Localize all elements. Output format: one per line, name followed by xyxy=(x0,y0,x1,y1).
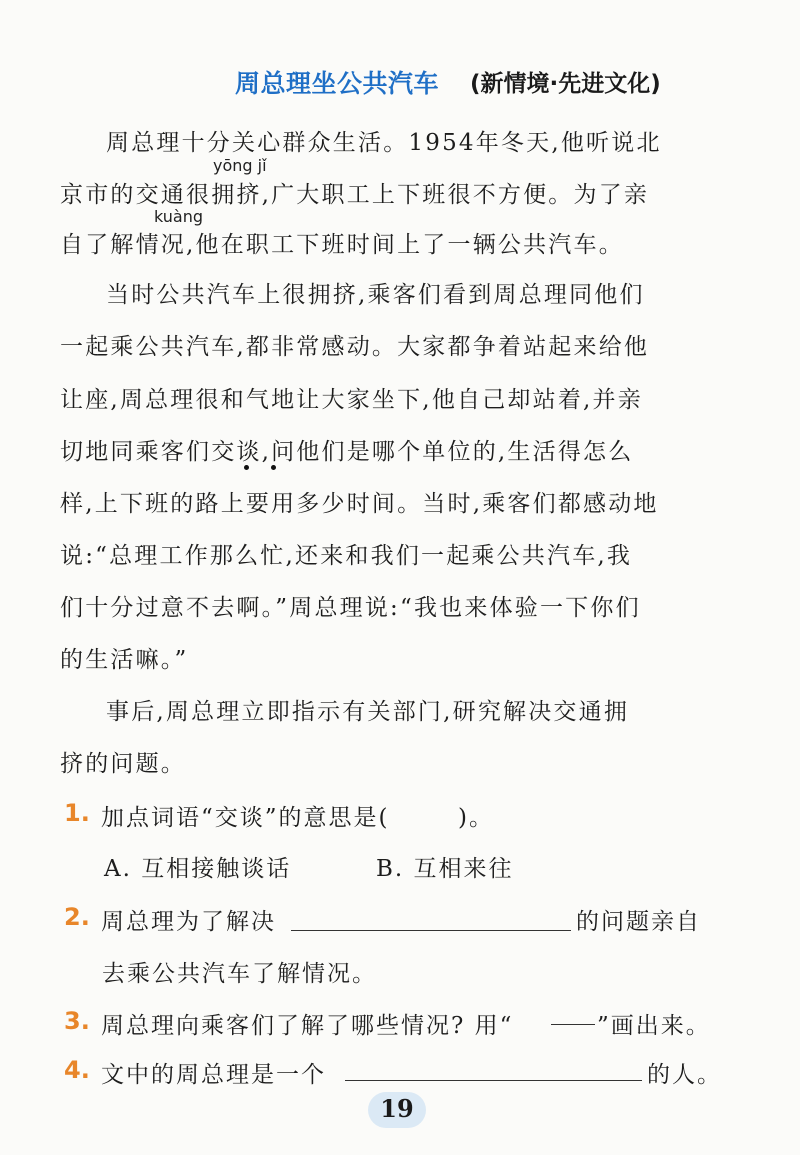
passage-line-13: 挤的问题。 xyxy=(60,751,186,777)
passage-line-8: 样,上下班的路上要用多少时间。当时,乘客们都感动地 xyxy=(60,491,659,517)
passage-line-12: 事后,周总理立即指示有关部门,研究解决交通拥 xyxy=(106,699,630,725)
passage-line-2: 京市的交通很拥挤,广大职工上下班很不方便。为了亲 xyxy=(60,182,650,208)
passage-line-3: 自了解情况,他在职工下班时间上了一辆公共汽车。 xyxy=(60,232,624,258)
question-3-text: 周总理向乘客们了解了哪些情况? 用“ xyxy=(101,1013,514,1039)
question-4-text: 文中的周总理是一个 xyxy=(101,1062,326,1088)
question-1-text: 加点词语“交谈”的意思是( xyxy=(101,805,390,831)
option-b: B. 互相来往 xyxy=(376,856,514,882)
title-row xyxy=(0,64,800,104)
answer-blank[interactable] xyxy=(345,1080,642,1081)
passage-line-5: 一起乘公共汽车,都非常感动。大家都争着站起来给他 xyxy=(60,334,650,360)
pinyin-yongji: yōng jǐ xyxy=(213,156,267,175)
question-2-text: 周总理为了解决 xyxy=(101,909,276,935)
question-number: 1. xyxy=(64,799,90,827)
question-number: 3. xyxy=(64,1007,90,1035)
question-2-tail: 的问题亲自 xyxy=(576,909,701,935)
page-number: 19 xyxy=(380,1094,414,1123)
option-a: A. 互相接触谈话 xyxy=(104,856,292,882)
answer-blank[interactable] xyxy=(291,930,571,931)
passage-line-7: 切地同乘客们交谈,问他们是哪个单位的,生活得怎么 xyxy=(60,439,634,465)
question-2-continuation: 去乘公共汽车了解情况。 xyxy=(102,961,377,987)
question-3-tail: ”画出来。 xyxy=(597,1013,711,1039)
question-1-close: )。 xyxy=(458,805,494,831)
passage-line-10: 们十分过意不去啊。”周总理说:“我也来体验一下你们 xyxy=(60,595,641,621)
question-number: 4. xyxy=(64,1056,90,1084)
title-tag: (新情境·先进文化) xyxy=(470,71,661,97)
question-4-tail: 的人。 xyxy=(647,1062,722,1088)
pinyin-kuang: kuàng xyxy=(154,207,204,226)
passage-line-1: 周总理十分关心群众生活。1954年冬天,他听说北 xyxy=(106,130,662,156)
underline-sample xyxy=(551,1024,595,1025)
passage-line-6: 让座,周总理很和气地让大家坐下,他自己却站着,并亲 xyxy=(60,387,643,413)
page-title: 周总理坐公共汽车 xyxy=(235,69,440,98)
passage-line-9: 说:“总理工作那么忙,还来和我们一起乘公共汽车,我 xyxy=(60,543,633,569)
question-number: 2. xyxy=(64,903,90,931)
passage-line-4: 当时公共汽车上很拥挤,乘客们看到周总理同他们 xyxy=(106,282,645,308)
emphasis-dot xyxy=(244,465,249,470)
passage-line-11: 的生活嘛。” xyxy=(60,647,189,673)
emphasis-dot xyxy=(271,465,276,470)
